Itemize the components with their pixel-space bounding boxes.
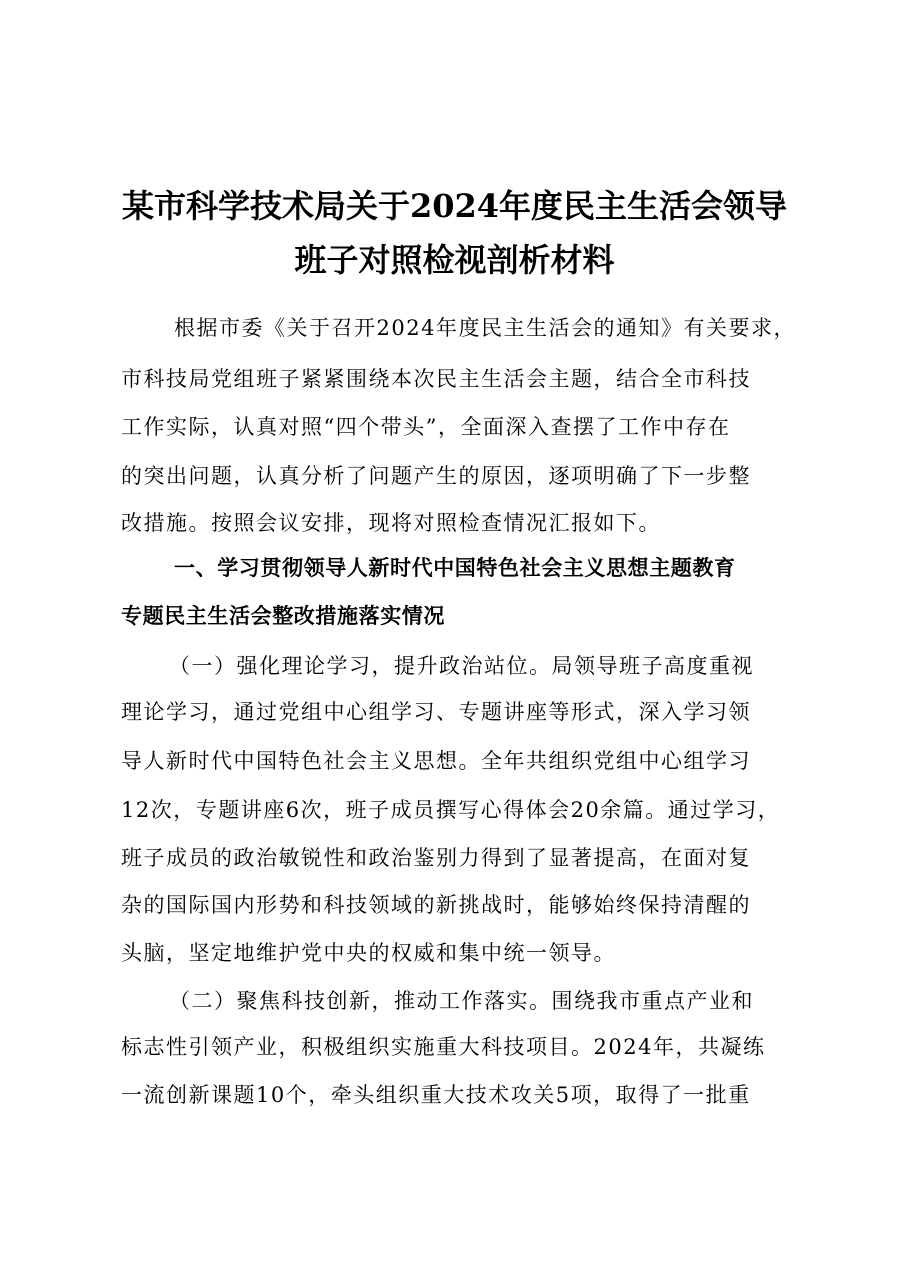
subsection-1-line: （一）强化理论学习，提升政治站位。局领导班子高度重视 [169,654,754,678]
intro-paragraph-line: 的突出问题，认真分析了问题产生的原因，逐项明确了下一步整 [121,464,751,488]
subsection-1-line: 理论学习，通过党组中心组学习、专题讲座等形式，深入学习领 [121,700,751,724]
subsection-1-line: 12次，专题讲座6次，班子成员撰写心得体会20余篇。通过学习， [121,798,781,822]
subsection-2-line: 标志性引领产业，积极组织实施重大科技项目。2024年，共凝练 [121,1035,766,1059]
subsection-1-line: 班子成员的政治敏锐性和政治鉴别力得到了显著提高，在面对复 [121,846,751,870]
subsection-2-line: （二）聚焦科技创新，推动工作落实。围绕我市重点产业和 [169,989,754,1013]
intro-paragraph-line: 工作实际，认真对照“四个带头”，全面深入查摆了工作中存在 [121,415,731,439]
subsection-1-line: 头脑，坚定地维护党中央的权威和集中统一领导。 [121,941,616,965]
document-title-line-2: 班子对照检视剖析材料 [294,241,615,279]
section-heading-line: 专题民主生活会整改措施落实情况 [121,604,445,628]
intro-paragraph-line: 改措施。按照会议安排，现将对照检查情况汇报如下。 [121,511,661,535]
intro-paragraph-line: 根据市委《关于召开2024年度民主生活会的通知》有关要求， [174,316,796,340]
subsection-1-line: 导人新时代中国特色社会主义思想。全年共组织党组中心组学习 [121,749,751,773]
subsection-1-line: 杂的国际国内形势和科技领域的新挑战时，能够始终保持清醒的 [121,893,751,917]
section-heading-line: 一、学习贯彻领导人新时代中国特色社会主义思想主题教育 [174,556,736,580]
intro-paragraph-line: 市科技局党组班子紧紧围绕本次民主生活会主题，结合全市科技 [121,367,751,391]
document-title-line-1: 某市科学技术局关于2024年度民主生活会领导 [121,187,788,225]
subsection-2-line: 一流创新课题10个，牵头组织重大技术攻关5项，取得了一批重 [121,1083,751,1107]
